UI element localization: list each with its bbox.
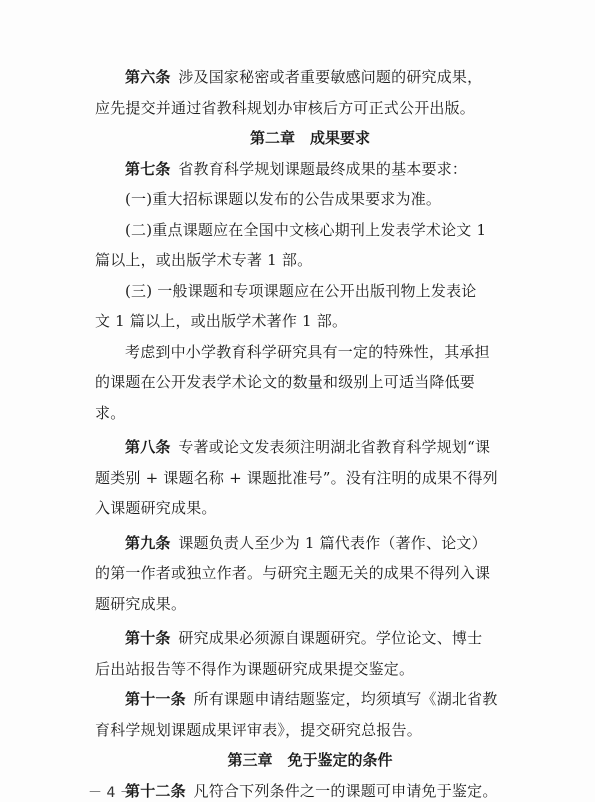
article-6-line1 [95, 62, 525, 93]
article-7-item1: (一)重大招标课题以发布的公告成果要求为准。 [95, 184, 525, 215]
article-9-label: 第九条 [125, 534, 171, 552]
article-12-label: 第十二条 [125, 782, 186, 800]
article-10-label: 第十条 [125, 629, 171, 647]
article-7-item2-line2: 篇以上，或出版学术专著 1 部。 [95, 245, 525, 276]
article-9-line2: 的第一作者或独立作者。与研究主题无关的成果不得列入课 [95, 558, 525, 589]
article-9-line3: 题研究成果。 [95, 589, 525, 620]
article-7-note-line2: 的课题在公开发表学术论文的数量和级别上可适当降低要 [95, 367, 525, 398]
article-11-text1: 所有课题申请结题鉴定，均须填写《湖北省教 [194, 690, 498, 708]
article-7-item3-line2: 文 1 篇以上，或出版学术著作 1 部。 [95, 306, 525, 337]
article-8-text1: 专著或论文发表须注明湖北省教育科学规划“课 [178, 438, 490, 456]
article-7-label: 第七条 [125, 160, 171, 178]
article-7-note-line3: 求。 [95, 398, 525, 429]
article-7-text1: 省教育科学规划课题最终成果的基本要求： [178, 160, 467, 178]
article-11-line1 [95, 684, 525, 715]
page-number: － 4 － [88, 782, 134, 802]
article-7-note-line1: 考虑到中小学教育科学研究具有一定的特殊性，其承担 [95, 337, 525, 368]
article-11-line2: 育科学规划课题成果评审表》，提交研究总报告。 [95, 715, 525, 746]
chapter-2-heading: 第二章 成果要求 [95, 123, 525, 154]
article-9-line1 [95, 528, 525, 559]
article-11-label: 第十一条 [125, 690, 186, 708]
article-6-text1: 涉及国家秘密或者重要敏感问题的研究成果， [178, 68, 482, 86]
article-6-label: 第六条 [125, 68, 171, 86]
article-8-label: 第八条 [125, 438, 171, 456]
article-8-line2: 题类别 + 课题名称 + 课题批准号”。没有注明的成果不得列 [95, 463, 525, 494]
article-8-line3: 入课题研究成果。 [95, 493, 525, 524]
article-10-text1: 研究成果必须源自课题研究。学位论文、博士 [178, 629, 482, 647]
article-6-line2: 应先提交并通过省教科规划办审核后方可正式公开出版。 [95, 93, 525, 124]
document-body [95, 62, 525, 806]
article-12-text1: 凡符合下列条件之一的课题可申请免于鉴定。 [194, 782, 498, 800]
article-8-line1 [95, 432, 525, 463]
article-7-line1 [95, 154, 525, 185]
article-10-line1 [95, 623, 525, 654]
article-10-line2: 后出站报告等不得作为课题研究成果提交鉴定。 [95, 654, 525, 685]
article-9-text1: 课题负责人至少为 1 篇代表作（著作、论文） [178, 534, 486, 552]
article-7-item2-line1: (二)重点课题应在全国中文核心期刊上发表学术论文 1 [95, 215, 525, 246]
article-12-line1 [95, 776, 525, 806]
article-7-item3-line1: (三) 一般课题和专项课题应在公开出版刊物上发表论 [95, 276, 525, 307]
chapter-3-heading: 第三章 免于鉴定的条件 [95, 745, 525, 776]
